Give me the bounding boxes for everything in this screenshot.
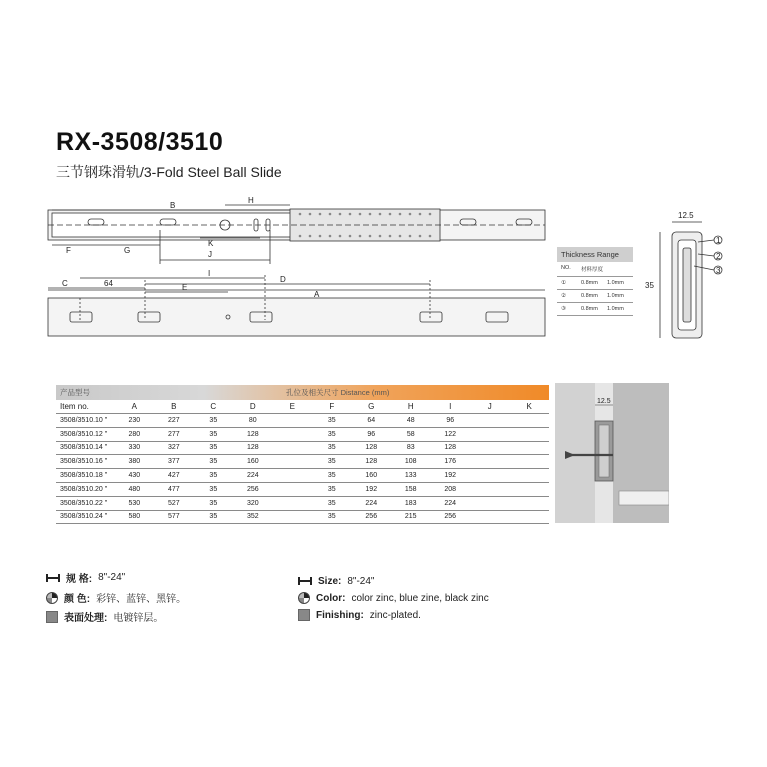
label-k: K [208, 239, 214, 248]
table-cell: 530 [128, 499, 141, 507]
thickness-row: ① 0.8mm 1.0mm [557, 277, 633, 290]
table-cell: 3508/3510.22 " [60, 499, 108, 507]
label-c: C [62, 279, 68, 288]
thickness-row: ③ 0.8mm 1.0mm [557, 303, 633, 316]
label-d: D [280, 275, 286, 284]
table-cell: 183 [404, 499, 417, 507]
table-cell: 480 [128, 485, 141, 493]
callout-1: 1 [716, 236, 721, 245]
table-row-1 [56, 428, 549, 442]
label-g: G [124, 246, 131, 255]
table-cell: 35 [327, 472, 336, 480]
table-cell: I [449, 402, 452, 411]
table-cell: 35 [209, 444, 218, 452]
spec-color-cn: 颜 色: 彩锌、蓝锌、黑锌。 [46, 590, 186, 605]
table-cell: 580 [128, 513, 141, 521]
table-cell: 35 [327, 416, 336, 424]
spec-color-en: Color: color zinc, blue zine, black zinc [298, 592, 489, 604]
size-icon [46, 572, 60, 584]
table-cell: B [171, 402, 177, 411]
table-cell: 192 [444, 472, 457, 480]
table-cell: Item no. [60, 402, 89, 411]
table-cell: 320 [246, 499, 259, 507]
table-row-0 [56, 414, 549, 428]
table-cell: 160 [365, 472, 378, 480]
table-head-left: 产品型号 [60, 388, 90, 397]
bottom-rail [48, 298, 545, 336]
table-cell: 3508/3510.18 " [60, 472, 108, 480]
table-cell: 330 [128, 444, 141, 452]
table-row-2 [56, 442, 549, 456]
label-j: J [208, 250, 212, 259]
table-cell: K [526, 402, 532, 411]
size-icon [298, 575, 312, 587]
table-cell: E [289, 402, 295, 411]
table-cell: 224 [444, 499, 457, 507]
table-cell: 208 [444, 485, 457, 493]
label-f: F [66, 246, 71, 255]
table-cell: 327 [167, 444, 180, 452]
table-cell: 224 [246, 472, 259, 480]
table-cell: 128 [365, 444, 378, 452]
table-cell: 158 [404, 485, 417, 493]
table-cell: H [407, 402, 414, 411]
color-icon [46, 592, 58, 604]
table-cell: 527 [167, 499, 180, 507]
table-cell: 35 [209, 416, 218, 424]
label-width: 12.5 [678, 211, 694, 220]
color-icon [298, 592, 310, 604]
table-cell: 128 [444, 444, 457, 452]
table-cell: 3508/3510.14 " [60, 444, 108, 452]
table-row-5 [56, 483, 549, 497]
spec-finish-cn: 表面处理: 电镀锌层。 [46, 609, 163, 624]
table-header-row [56, 400, 549, 414]
table-cell: 35 [327, 513, 336, 521]
table-cell: 96 [446, 416, 455, 424]
table-cell: 35 [327, 458, 336, 466]
table-row-3 [56, 455, 549, 469]
label-64: 64 [104, 279, 113, 288]
table-cell: 256 [246, 485, 259, 493]
table-cell: G [368, 402, 375, 411]
table-cell: 35 [327, 485, 336, 493]
thickness-row: ② 0.8mm 1.0mm [557, 290, 633, 303]
table-cell: 35 [327, 430, 336, 438]
label-a: A [314, 290, 320, 299]
table-row-4 [56, 469, 549, 483]
table-cell: 176 [444, 458, 457, 466]
table-cell: 35 [209, 513, 218, 521]
finish-icon [46, 611, 58, 623]
callout-3: 3 [716, 266, 721, 275]
table-cell: 3508/3510.10 " [60, 416, 108, 424]
table-cell: 3508/3510.24 " [60, 513, 108, 521]
photo-dimension: 12.5 [597, 398, 611, 405]
table-cell: 256 [444, 513, 457, 521]
table-cell: 128 [246, 444, 259, 452]
callout-2: 2 [716, 252, 721, 261]
spec-size-en: Size: 8"-24" [298, 575, 374, 587]
table-cell: 83 [406, 444, 415, 452]
table-cell: 3508/3510.16 " [60, 458, 108, 466]
table-cell: 35 [209, 458, 218, 466]
table-cell: 477 [167, 485, 180, 493]
table-cell: 64 [367, 416, 376, 424]
label-e: E [182, 283, 188, 292]
table-cell: 160 [246, 458, 259, 466]
table-cell: 280 [128, 430, 141, 438]
table-cell: 35 [209, 430, 218, 438]
table-cell: 3508/3510.12 " [60, 430, 108, 438]
table-cell: 35 [209, 485, 218, 493]
label-h: H [248, 196, 254, 205]
product-title: RX-3508/3510 [56, 128, 224, 156]
table-cell: 256 [365, 513, 378, 521]
table-cell: 35 [209, 499, 218, 507]
installation-photo [555, 383, 669, 523]
table-cell: 58 [406, 430, 415, 438]
table-cell: 128 [246, 430, 259, 438]
table-cell: 227 [167, 416, 180, 424]
table-cell: 215 [404, 513, 417, 521]
spec-finish-en: Finishing: zinc-plated. [298, 609, 421, 621]
table-row-6 [56, 497, 549, 511]
table-head-right: 孔位及相关尺寸 Distance (mm) [286, 388, 390, 397]
table-cell: D [249, 402, 256, 411]
table-banner [56, 385, 549, 400]
table-cell: 377 [167, 458, 180, 466]
table-cell: 230 [128, 416, 141, 424]
table-cell: C [210, 402, 217, 411]
thickness-title: Thickness Range [557, 247, 633, 262]
table-cell: 128 [365, 458, 378, 466]
product-subtitle: 三节钢珠滑轨/3-Fold Steel Ball Slide [56, 164, 282, 180]
thickness-range-table [557, 247, 633, 316]
table-cell: 430 [128, 472, 141, 480]
table-cell: 427 [167, 472, 180, 480]
table-cell: 96 [367, 430, 376, 438]
table-cell: 224 [365, 499, 378, 507]
table-row-7 [56, 511, 549, 525]
table-cell: 3508/3510.20 " [60, 485, 108, 493]
table-cell: 192 [365, 485, 378, 493]
table-cell: 80 [248, 416, 257, 424]
spec-size-cn: 规 格: 8"-24" [46, 570, 125, 585]
thickness-header-row: NO. 材料厚度 [557, 262, 633, 277]
table-body [56, 400, 549, 524]
table-cell: 35 [327, 499, 336, 507]
table-cell: 133 [404, 472, 417, 480]
table-cell: 122 [444, 430, 457, 438]
table-cell: F [329, 402, 335, 411]
label-height: 35 [645, 281, 654, 290]
label-b: B [170, 201, 176, 210]
table-cell: A [131, 402, 138, 411]
table-cell: 577 [167, 513, 180, 521]
table-cell: 48 [406, 416, 415, 424]
dimension-table [56, 385, 549, 524]
table-cell: J [487, 402, 492, 411]
table-cell: 35 [209, 472, 218, 480]
table-cell: 35 [327, 444, 336, 452]
table-cell: 352 [246, 513, 259, 521]
table-cell: 277 [167, 430, 180, 438]
label-i: I [208, 269, 211, 278]
table-cell: 380 [128, 458, 141, 466]
finish-icon [298, 609, 310, 621]
table-cell: 108 [404, 458, 417, 466]
